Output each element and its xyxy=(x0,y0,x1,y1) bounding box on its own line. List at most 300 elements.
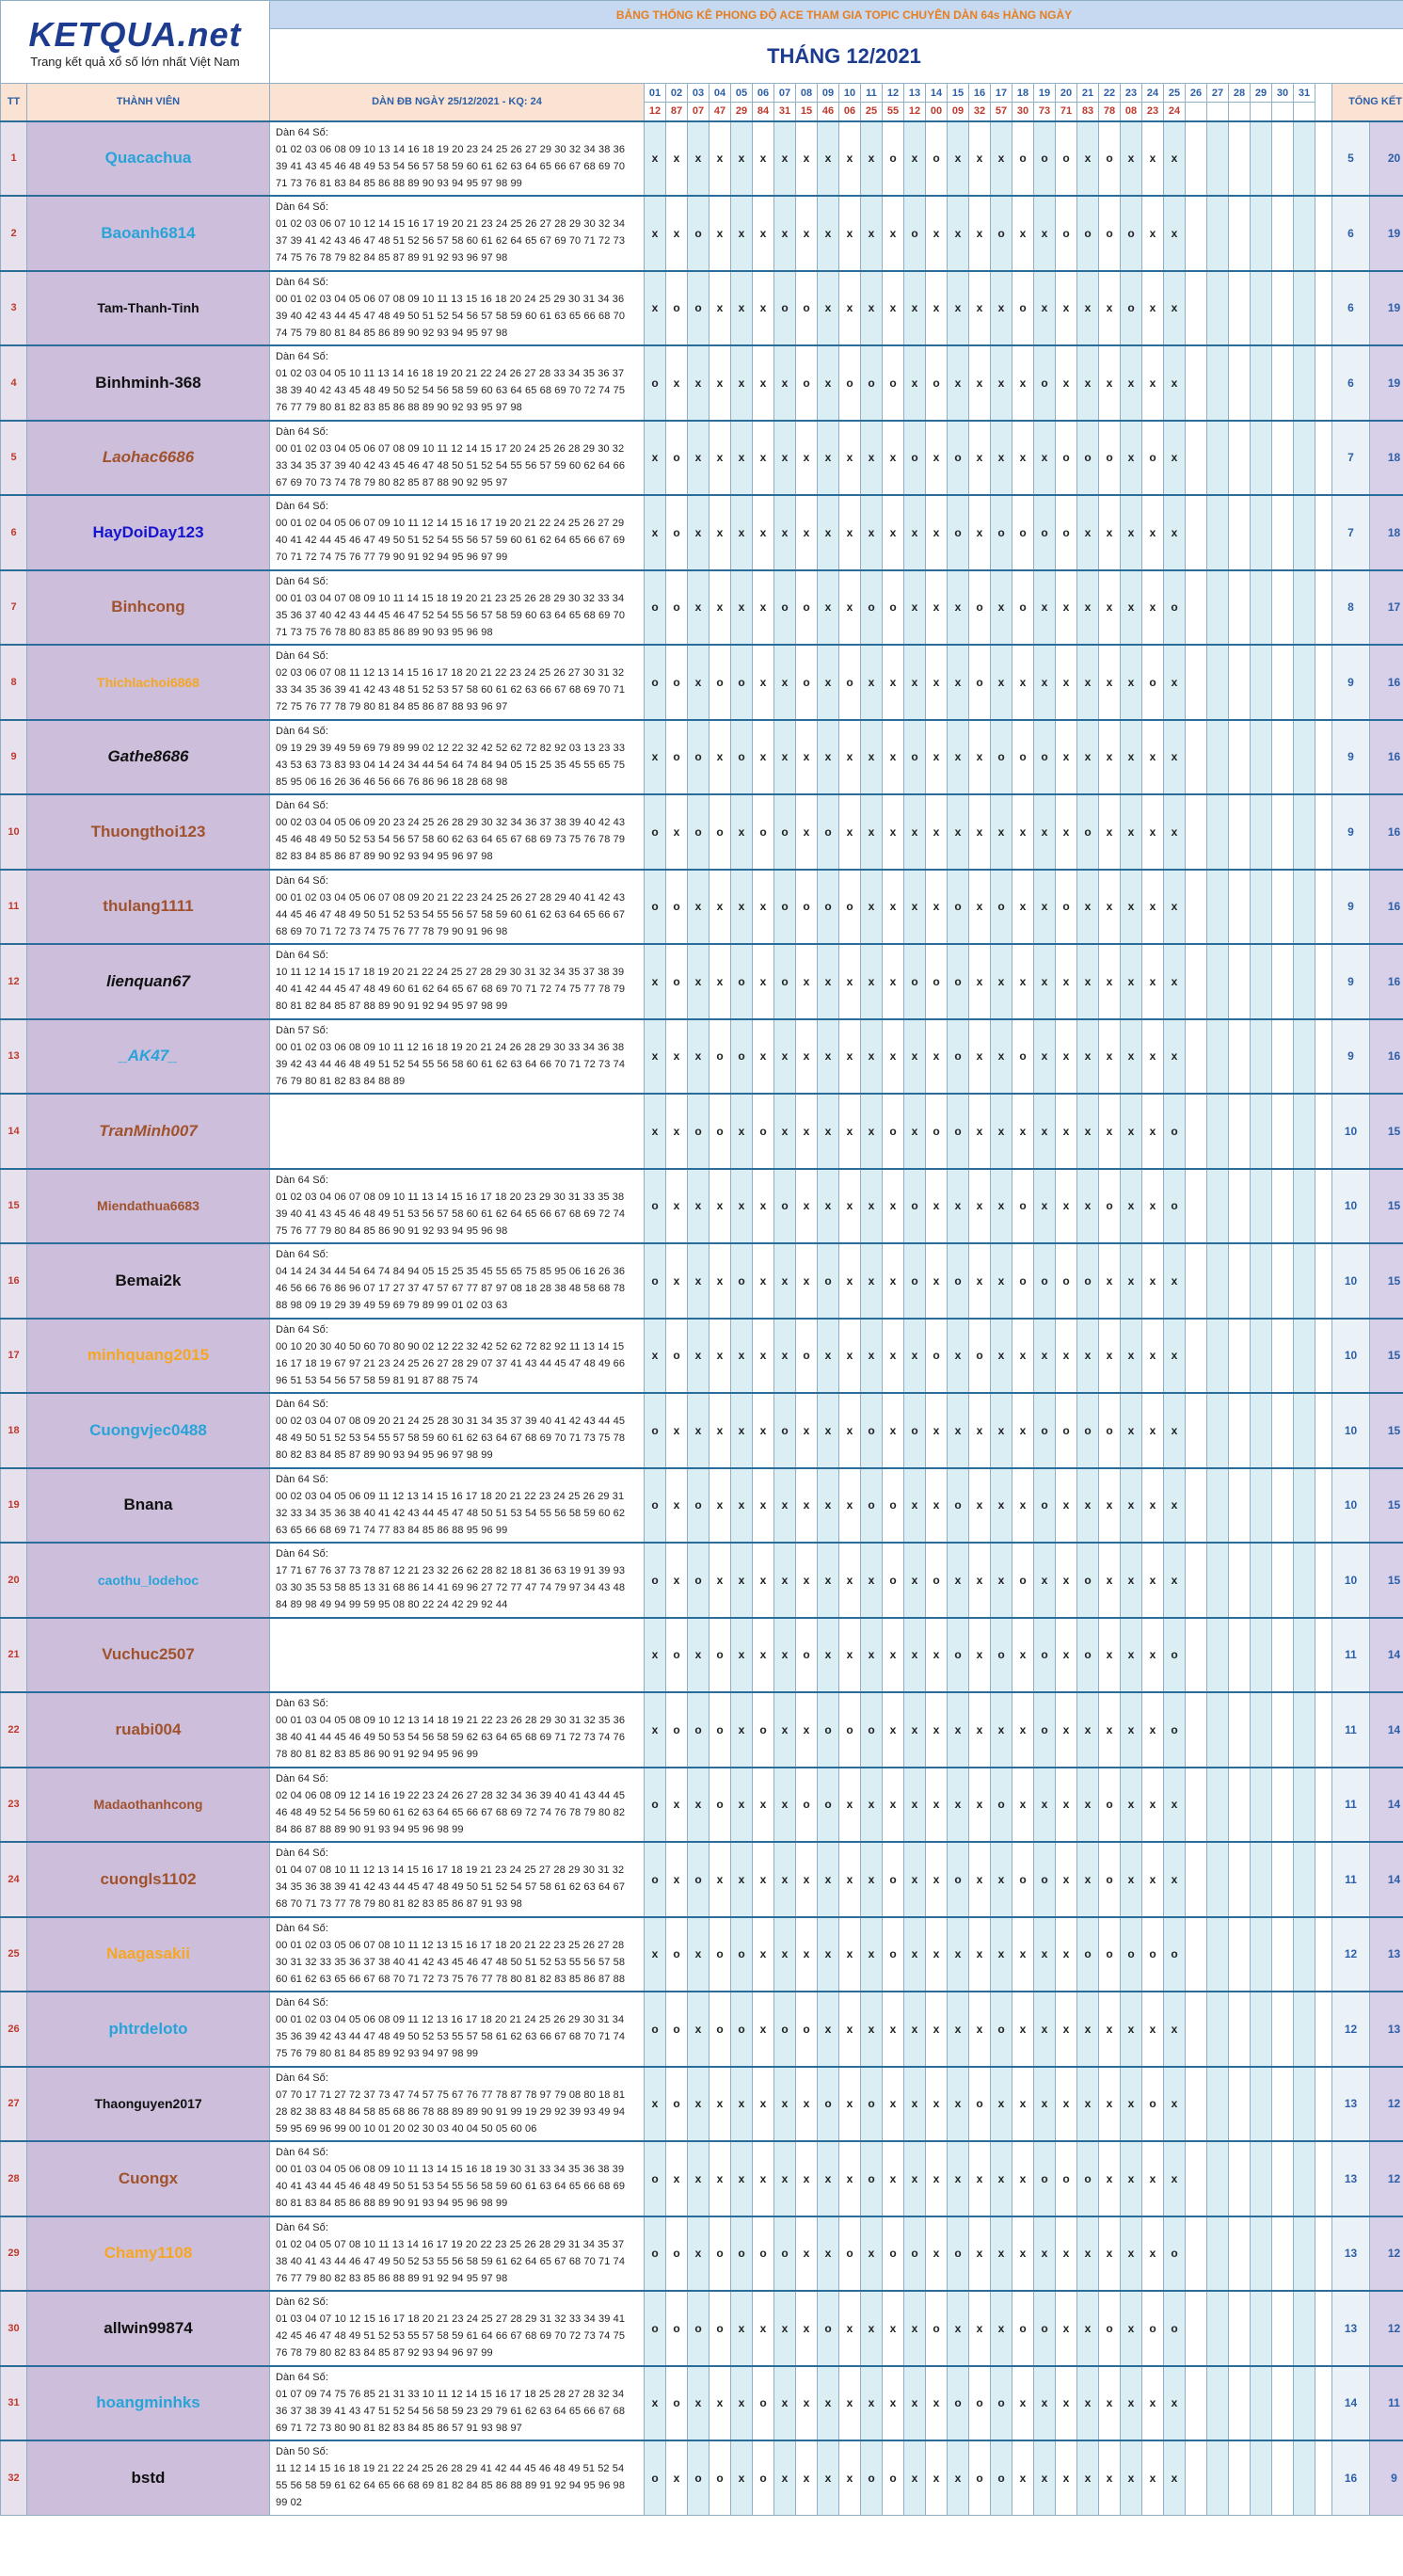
day-mark: o xyxy=(645,345,666,421)
day-mark: x xyxy=(796,2291,818,2366)
day-mark: x xyxy=(969,944,991,1019)
day-mark: x xyxy=(861,2291,883,2366)
day-mark: o xyxy=(666,2366,688,2441)
day-mark: x xyxy=(645,1319,666,1394)
day-mark: o xyxy=(948,421,969,496)
day-mark: o xyxy=(883,1842,904,1917)
day-header: 23 xyxy=(1121,84,1142,103)
dan-numbers xyxy=(270,2067,645,2142)
day-mark xyxy=(1251,1543,1272,1618)
dan-header: Dàn 64 Số: xyxy=(276,1323,329,1336)
day-mark: x xyxy=(774,1243,796,1319)
day-mark xyxy=(1186,1019,1207,1095)
day-result xyxy=(1272,103,1294,121)
day-mark: x xyxy=(926,421,948,496)
day-mark: x xyxy=(969,345,991,421)
col-member: THÀNH VIÊN xyxy=(27,84,270,121)
day-mark: x xyxy=(839,1468,861,1544)
day-mark: o xyxy=(645,2216,666,2292)
member-row xyxy=(1,1768,1403,1843)
dan-list: 00 01 02 03 04 05 06 07 08 09 20 21 22 23 24 25 26 27 28 29 40 41 42 43 44 45 46 47 48 49 50 51 52 53 54 55 56 57 58 59 60 61 62 63 64 65 66 67 68 69 70 71 72 73 74 75 76 77 78 79 90 91 96 98 xyxy=(276,891,626,937)
day-mark xyxy=(1251,2141,1272,2216)
lose-count: 9 xyxy=(1332,794,1370,870)
day-mark: x xyxy=(709,1169,731,1244)
day-mark: x xyxy=(1142,1618,1164,1693)
day-mark: o xyxy=(948,2216,969,2292)
day-mark: x xyxy=(861,196,883,271)
day-mark: x xyxy=(774,196,796,271)
day-mark: o xyxy=(1034,121,1056,197)
row-blank xyxy=(1315,1768,1332,1843)
day-mark: x xyxy=(731,196,753,271)
day-mark: x xyxy=(1099,2141,1121,2216)
day-mark xyxy=(1272,495,1294,570)
day-mark: o xyxy=(731,1243,753,1319)
day-mark: x xyxy=(1056,1094,1077,1169)
lose-count: 14 xyxy=(1332,2366,1370,2441)
day-mark: x xyxy=(709,345,731,421)
day-mark: o xyxy=(731,645,753,720)
day-mark: x xyxy=(731,1842,753,1917)
day-mark: x xyxy=(796,1543,818,1618)
day-mark: x xyxy=(688,1768,709,1843)
dan-list: 00 02 03 04 05 06 09 11 12 13 14 15 16 17 18 20 21 22 23 24 25 26 29 31 32 33 34 35 36 38 40 41 42 43 44 45 47 48 50 51 53 54 55 56 58 59 60 62 63 65 66 68 69 71 74 77 83 84 85 86 88 95 96 99 xyxy=(276,1490,626,1536)
total-score: 14 xyxy=(1370,1618,1403,1693)
day-mark xyxy=(1207,421,1229,496)
dan-list: 00 01 02 03 04 05 06 07 08 09 10 11 13 15 16 18 20 24 25 29 30 31 34 36 39 40 42 43 44 45 47 48 49 50 51 52 54 56 57 58 59 60 61 63 65 66 68 70 74 75 79 80 81 84 85 86 89 90 92 93 94 95 97 98 xyxy=(276,293,626,339)
day-mark: x xyxy=(839,794,861,870)
day-mark: x xyxy=(839,1992,861,2067)
day-mark xyxy=(1186,2141,1207,2216)
dan-numbers xyxy=(270,2366,645,2441)
day-mark: o xyxy=(1142,421,1164,496)
day-mark xyxy=(1251,196,1272,271)
day-mark: x xyxy=(688,2366,709,2441)
day-mark: x xyxy=(796,1842,818,1917)
day-mark: x xyxy=(1121,1243,1142,1319)
day-mark: x xyxy=(883,870,904,945)
day-mark: x xyxy=(1164,1243,1186,1319)
day-mark: o xyxy=(666,271,688,346)
day-mark: x xyxy=(1034,421,1056,496)
day-mark: x xyxy=(1056,1319,1077,1394)
day-mark: x xyxy=(1056,2067,1077,2142)
day-mark: x xyxy=(1034,2216,1056,2292)
day-mark: x xyxy=(861,720,883,795)
day-mark xyxy=(1229,271,1251,346)
day-mark: x xyxy=(666,794,688,870)
member-row xyxy=(1,1468,1403,1544)
col-tt: TT xyxy=(1,84,27,121)
day-mark: x xyxy=(774,1917,796,1992)
dan-header: Dàn 64 Số: xyxy=(276,276,329,288)
day-mark: x xyxy=(1099,870,1121,945)
day-result: 24 xyxy=(1164,103,1186,121)
day-mark: x xyxy=(904,1543,926,1618)
day-mark: x xyxy=(948,196,969,271)
day-mark: x xyxy=(1121,1094,1142,1169)
dan-list: 01 02 03 04 06 07 08 09 10 11 13 14 15 16 17 18 20 23 29 30 31 33 35 38 39 40 41 43 45 46 48 49 51 53 56 57 58 60 61 62 64 65 66 67 68 69 72 74 75 76 77 79 80 84 85 86 90 91 92 93 94 95 96 98 xyxy=(276,1191,626,1237)
day-mark: x xyxy=(839,1393,861,1468)
day-mark: x xyxy=(883,944,904,1019)
day-mark xyxy=(1272,1169,1294,1244)
lose-count: 8 xyxy=(1332,570,1370,646)
day-mark xyxy=(1207,495,1229,570)
day-mark: x xyxy=(904,645,926,720)
row-blank xyxy=(1315,121,1332,197)
day-mark xyxy=(1294,720,1315,795)
day-mark xyxy=(1272,345,1294,421)
day-mark: o xyxy=(709,794,731,870)
day-mark: o xyxy=(645,1842,666,1917)
dan-header: Dàn 64 Số: xyxy=(276,2147,329,2158)
dan-numbers xyxy=(270,1768,645,1843)
day-mark: x xyxy=(645,2366,666,2441)
day-mark xyxy=(1207,2067,1229,2142)
day-header: 24 xyxy=(1142,84,1164,103)
day-mark: x xyxy=(1077,870,1099,945)
day-mark: x xyxy=(839,944,861,1019)
day-mark: x xyxy=(1077,495,1099,570)
day-mark: x xyxy=(1142,870,1164,945)
day-mark: x xyxy=(796,196,818,271)
dan-header: Dàn 64 Số: xyxy=(276,351,329,362)
day-mark: x xyxy=(904,794,926,870)
day-mark: x xyxy=(774,1692,796,1768)
total-score: 16 xyxy=(1370,870,1403,945)
day-mark: x xyxy=(926,1618,948,1693)
lose-count: 11 xyxy=(1332,1768,1370,1843)
member-row xyxy=(1,944,1403,1019)
day-mark: o xyxy=(1056,1243,1077,1319)
day-mark: x xyxy=(861,1618,883,1693)
day-mark: x xyxy=(818,421,839,496)
day-mark: x xyxy=(883,1319,904,1394)
day-mark xyxy=(1294,1169,1315,1244)
day-mark: x xyxy=(818,944,839,1019)
day-mark xyxy=(1272,1393,1294,1468)
day-mark: x xyxy=(731,2440,753,2516)
day-mark: x xyxy=(948,2067,969,2142)
day-mark xyxy=(1186,196,1207,271)
day-mark: x xyxy=(904,2067,926,2142)
day-mark xyxy=(1251,720,1272,795)
day-mark: o xyxy=(861,1393,883,1468)
day-mark: x xyxy=(753,345,774,421)
day-mark: x xyxy=(1142,720,1164,795)
day-mark: x xyxy=(969,271,991,346)
day-mark: x xyxy=(1056,1169,1077,1244)
day-mark xyxy=(1272,1692,1294,1768)
day-header: 18 xyxy=(1012,84,1034,103)
day-mark: x xyxy=(1142,1094,1164,1169)
day-mark: x xyxy=(796,720,818,795)
day-mark: o xyxy=(926,121,948,197)
day-mark: x xyxy=(1012,1094,1034,1169)
day-mark: x xyxy=(1099,1618,1121,1693)
row-number: 27 xyxy=(1,2067,27,2142)
day-mark: x xyxy=(709,1319,731,1394)
day-mark: o xyxy=(666,870,688,945)
day-mark: x xyxy=(904,1992,926,2067)
day-mark xyxy=(1272,1319,1294,1394)
day-mark xyxy=(1294,1468,1315,1544)
dan-header: Dàn 64 Số: xyxy=(276,950,329,961)
day-mark: x xyxy=(645,1019,666,1095)
day-mark xyxy=(1229,495,1251,570)
total-score: 19 xyxy=(1370,345,1403,421)
day-mark: x xyxy=(753,2291,774,2366)
day-mark: o xyxy=(1099,1768,1121,1843)
row-number: 28 xyxy=(1,2141,27,2216)
member-row xyxy=(1,2440,1403,2516)
member-row xyxy=(1,1618,1403,1693)
lose-count: 11 xyxy=(1332,1618,1370,1693)
day-mark xyxy=(1272,720,1294,795)
day-mark: x xyxy=(731,1094,753,1169)
day-mark xyxy=(1207,1169,1229,1244)
day-mark: x xyxy=(904,1094,926,1169)
day-mark: x xyxy=(1121,1468,1142,1544)
day-mark: x xyxy=(818,121,839,197)
day-mark: x xyxy=(904,495,926,570)
logo-tagline: Trang kết quả xổ số lớn nhất Việt Nam xyxy=(30,55,240,69)
dan-list: 11 12 14 15 16 18 19 21 22 24 25 26 28 29 41 42 44 45 46 48 49 51 52 54 55 56 58 59 61 62 64 65 66 68 69 81 82 84 85 86 88 89 91 92 94 95 96 98 99 02 xyxy=(276,2463,626,2508)
day-mark: o xyxy=(709,2440,731,2516)
day-mark: x xyxy=(645,495,666,570)
day-mark xyxy=(1251,1768,1272,1843)
day-mark xyxy=(1272,944,1294,1019)
member-name: Baoanh6814 xyxy=(27,196,270,271)
day-mark: x xyxy=(709,421,731,496)
day-mark: o xyxy=(666,720,688,795)
day-result: 57 xyxy=(991,103,1012,121)
day-mark: x xyxy=(666,1842,688,1917)
dan-header: Dàn 64 Số: xyxy=(276,126,329,138)
day-mark: o xyxy=(731,1992,753,2067)
day-mark: o xyxy=(1034,1618,1056,1693)
row-blank xyxy=(1315,2440,1332,2516)
day-mark: x xyxy=(1099,2067,1121,2142)
day-mark: o xyxy=(774,2216,796,2292)
row-blank xyxy=(1315,1543,1332,1618)
day-mark: x xyxy=(818,1019,839,1095)
dan-numbers xyxy=(270,1692,645,1768)
day-mark: x xyxy=(991,1393,1012,1468)
day-mark: x xyxy=(731,345,753,421)
day-mark xyxy=(1251,1618,1272,1693)
day-mark: x xyxy=(753,1243,774,1319)
dan-header: Dàn 64 Số: xyxy=(276,575,329,587)
day-mark: o xyxy=(883,1468,904,1544)
day-mark: o xyxy=(1056,2141,1077,2216)
day-mark: x xyxy=(1164,1842,1186,1917)
day-result: 15 xyxy=(796,103,818,121)
day-mark: x xyxy=(796,1468,818,1544)
day-mark xyxy=(1294,1319,1315,1394)
lose-count: 10 xyxy=(1332,1393,1370,1468)
col-dan: DÀN ĐB NGÀY 25/12/2021 - KQ: 24 xyxy=(270,84,645,121)
day-mark: x xyxy=(969,1917,991,1992)
day-mark: o xyxy=(731,720,753,795)
day-mark: x xyxy=(991,1243,1012,1319)
day-mark: x xyxy=(1121,1992,1142,2067)
day-mark: x xyxy=(991,2216,1012,2292)
day-mark xyxy=(1229,345,1251,421)
day-mark: x xyxy=(991,1543,1012,1618)
day-mark: x xyxy=(818,1842,839,1917)
day-mark: o xyxy=(1077,196,1099,271)
day-mark xyxy=(1272,1468,1294,1544)
day-mark: o xyxy=(883,1917,904,1992)
day-mark: o xyxy=(818,1692,839,1768)
day-mark xyxy=(1186,720,1207,795)
day-result: 84 xyxy=(753,103,774,121)
day-mark: x xyxy=(774,1094,796,1169)
day-mark: x xyxy=(1077,1094,1099,1169)
day-mark xyxy=(1294,870,1315,945)
day-mark: x xyxy=(839,1917,861,1992)
member-row xyxy=(1,1019,1403,1095)
day-mark: x xyxy=(883,2067,904,2142)
day-mark: x xyxy=(818,1992,839,2067)
day-mark: x xyxy=(969,1019,991,1095)
day-mark: x xyxy=(1121,794,1142,870)
day-mark: o xyxy=(709,1618,731,1693)
day-mark: x xyxy=(1077,1768,1099,1843)
dan-list: 00 02 03 04 07 08 09 20 21 24 25 28 30 31 34 35 37 39 40 41 42 43 44 45 48 49 50 51 52 53 54 55 57 58 59 60 61 62 63 64 67 68 69 70 71 73 75 78 80 82 83 84 85 87 89 90 93 94 95 96 97 98 99 xyxy=(276,1416,626,1461)
day-mark: x xyxy=(926,1393,948,1468)
day-mark: x xyxy=(883,196,904,271)
day-mark xyxy=(1229,944,1251,1019)
lose-count: 10 xyxy=(1332,1169,1370,1244)
row-blank xyxy=(1315,944,1332,1019)
day-mark: x xyxy=(904,1319,926,1394)
day-mark: x xyxy=(1012,1692,1034,1768)
day-mark: x xyxy=(796,2366,818,2441)
day-mark: x xyxy=(666,196,688,271)
day-header: 15 xyxy=(948,84,969,103)
day-mark: x xyxy=(948,2141,969,2216)
member-name: phtrdeloto xyxy=(27,1992,270,2067)
dan-header: Dàn 64 Số: xyxy=(276,650,329,662)
member-row xyxy=(1,1992,1403,2067)
day-mark xyxy=(1294,645,1315,720)
member-name: Cuongvjec0488 xyxy=(27,1393,270,1468)
day-mark: x xyxy=(1012,2366,1034,2441)
day-mark: x xyxy=(1012,196,1034,271)
row-blank xyxy=(1315,2366,1332,2441)
row-number: 15 xyxy=(1,1169,27,1244)
day-mark: x xyxy=(1012,1768,1034,1843)
day-mark xyxy=(1251,1842,1272,1917)
day-header: 10 xyxy=(839,84,861,103)
day-mark: x xyxy=(1121,2366,1142,2441)
day-mark xyxy=(1294,1917,1315,1992)
day-mark: o xyxy=(709,2291,731,2366)
day-mark: o xyxy=(991,495,1012,570)
dan-header: Dàn 64 Số: xyxy=(276,2221,329,2233)
day-mark xyxy=(1186,870,1207,945)
day-mark: x xyxy=(883,1692,904,1768)
total-score: 12 xyxy=(1370,2141,1403,2216)
day-mark: x xyxy=(688,1019,709,1095)
lose-count: 12 xyxy=(1332,1917,1370,1992)
day-mark: o xyxy=(904,944,926,1019)
day-mark: x xyxy=(753,196,774,271)
day-mark: x xyxy=(904,1618,926,1693)
lose-count: 10 xyxy=(1332,1243,1370,1319)
day-mark: x xyxy=(1121,2216,1142,2292)
day-result: 25 xyxy=(861,103,883,121)
day-mark: o xyxy=(926,1319,948,1394)
day-mark: o xyxy=(818,2067,839,2142)
day-mark: x xyxy=(1164,645,1186,720)
day-mark: x xyxy=(969,1618,991,1693)
dan-header: Dàn 64 Số: xyxy=(276,1548,329,1560)
day-mark: x xyxy=(839,1019,861,1095)
dan-header: Dàn 64 Số: xyxy=(276,1848,329,1859)
day-mark: x xyxy=(666,121,688,197)
dan-list: 01 02 03 06 07 10 12 14 15 16 17 19 20 21 23 24 25 26 27 28 29 30 32 34 37 39 41 42 43 46 47 48 51 52 56 57 58 60 61 62 64 65 67 69 70 71 72 73 74 75 76 78 79 82 84 85 87 89 91 92 93 96 97 98 xyxy=(276,218,626,264)
day-mark: o xyxy=(1012,1169,1034,1244)
day-result: 12 xyxy=(904,103,926,121)
day-mark xyxy=(1229,2366,1251,2441)
day-mark: x xyxy=(926,1768,948,1843)
day-mark: x xyxy=(883,1393,904,1468)
day-mark: x xyxy=(1121,570,1142,646)
day-mark xyxy=(1229,1393,1251,1468)
day-mark: x xyxy=(753,495,774,570)
dan-numbers xyxy=(270,271,645,346)
day-mark: x xyxy=(1142,495,1164,570)
day-mark: o xyxy=(883,570,904,646)
dan-header: Dàn 64 Số: xyxy=(276,1399,329,1410)
day-mark: x xyxy=(991,1468,1012,1544)
day-header: 30 xyxy=(1272,84,1294,103)
col-blank xyxy=(1315,84,1332,121)
day-mark: x xyxy=(883,271,904,346)
day-mark: x xyxy=(839,2366,861,2441)
day-mark: x xyxy=(1142,2366,1164,2441)
day-mark: o xyxy=(1056,1393,1077,1468)
day-mark xyxy=(1186,1169,1207,1244)
row-number: 18 xyxy=(1,1393,27,1468)
day-mark: x xyxy=(1077,720,1099,795)
day-mark: x xyxy=(818,720,839,795)
day-result: 87 xyxy=(666,103,688,121)
day-mark xyxy=(1294,2067,1315,2142)
day-mark: x xyxy=(1121,2067,1142,2142)
day-mark xyxy=(1186,1468,1207,1544)
dan-header: Dàn 64 Số: xyxy=(276,1922,329,1934)
day-mark: x xyxy=(948,2291,969,2366)
row-blank xyxy=(1315,1692,1332,1768)
total-score: 13 xyxy=(1370,1917,1403,1992)
day-mark: x xyxy=(1012,421,1034,496)
row-number: 25 xyxy=(1,1917,27,1992)
day-mark xyxy=(1272,2141,1294,2216)
dan-header: Dàn 64 Số: xyxy=(276,1997,329,2008)
day-mark: o xyxy=(948,944,969,1019)
day-mark: x xyxy=(948,1992,969,2067)
day-mark: o xyxy=(1034,1692,1056,1768)
day-result: 46 xyxy=(818,103,839,121)
day-mark: x xyxy=(1121,1768,1142,1843)
day-mark xyxy=(1251,1243,1272,1319)
day-mark: x xyxy=(904,870,926,945)
dan-numbers xyxy=(270,944,645,1019)
